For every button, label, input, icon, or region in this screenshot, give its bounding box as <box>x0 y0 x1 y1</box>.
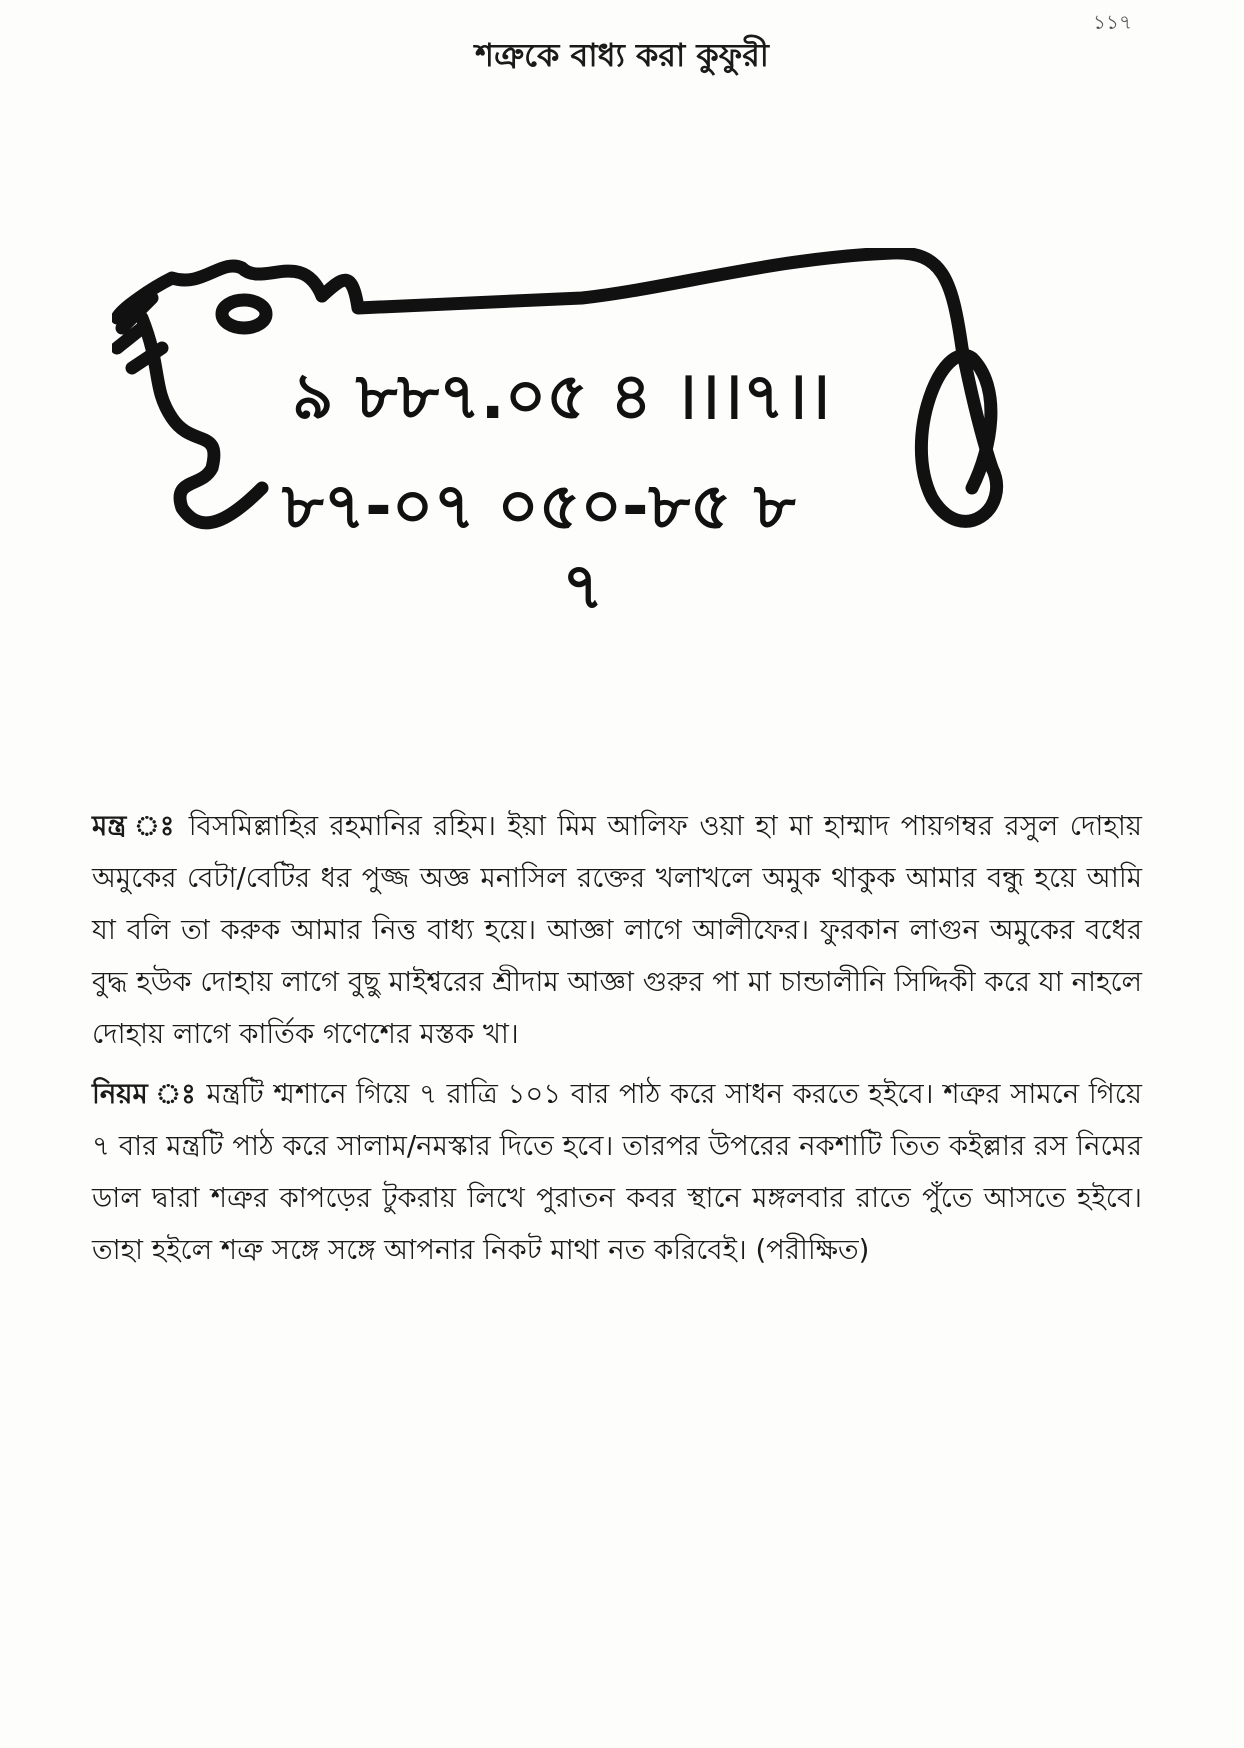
talisman-eye <box>222 300 266 328</box>
tiger-talisman-icon <box>112 248 1092 688</box>
page-number: ১১৭ <box>1093 10 1132 34</box>
talisman-tail-stroke <box>921 355 996 521</box>
body-text <box>92 800 1142 1284</box>
rule-text: মন্ত্রটি শ্মশানে গিয়ে ৭ রাত্রি ১০১ বার পাঠ করে সাধন করতে হইবে। শত্রুর সামনে গিয়ে ৭ বার মন্ত্রটি পাঠ করে সালাম/নমস্কার দিতে হবে। তারপর উপরের নকশাটি তিত কইল্লার রস নিমের ডাল দ্বারা শত্রুর কাপড়ের টুকরায় লিখে পুরাতন কবর স্থানে মঙ্গলবার রাতে পুঁতে আসতে হইবে। তাহা হইলে শত্রু সঙ্গে সঙ্গে আপনার নিকট মাথা নত করিবেই। (পরীক্ষিত) <box>92 1078 1142 1266</box>
talisman-line-1: ৯ ৮৮৭.০৫ ৪ ।।।৭।। <box>292 360 831 434</box>
talisman-line-2: ৮৭-০৭ ০৫০-৮৫ ৮ <box>282 470 796 544</box>
rule-label: নিয়ম ঃ <box>92 1078 197 1110</box>
page-title: শত্রুকে বাধ্য করা কুফুরী <box>475 36 769 74</box>
rule-paragraph <box>92 1068 1142 1276</box>
talisman-line-3: ৭ <box>562 550 604 624</box>
mantra-paragraph <box>92 800 1142 1060</box>
mantra-label: মন্ত্র ঃ <box>92 810 178 842</box>
mantra-text: বিসমিল্লাহির রহমানির রহিম। ইয়া মিম আলিফ ওয়া হা মা হাম্মাদ পায়গম্বর রসুল দোহায় অমুকের বেটা/বেটির ধর পুজ্জ অজ্ঞ মনাসিল রক্তের খলাখলে অমুক থাকুক আমার বন্ধু হয়ে আমি যা বলি তা করুক আমার নিত্ত বাধ্য হয়ে। আজ্ঞা লাগে আলীফের। ফুরকান লাগুন অমুকের বধের বুদ্ধ হউক দোহায় লাগে বুছু মাইশ্বরের শ্রীদাম আজ্ঞা গুরুর পা মা চান্ডালীনি সিদ্দিকী করে যা নাহলে দোহায় লাগে কার্তিক গণেশের মস্তক খা। <box>92 810 1142 1050</box>
